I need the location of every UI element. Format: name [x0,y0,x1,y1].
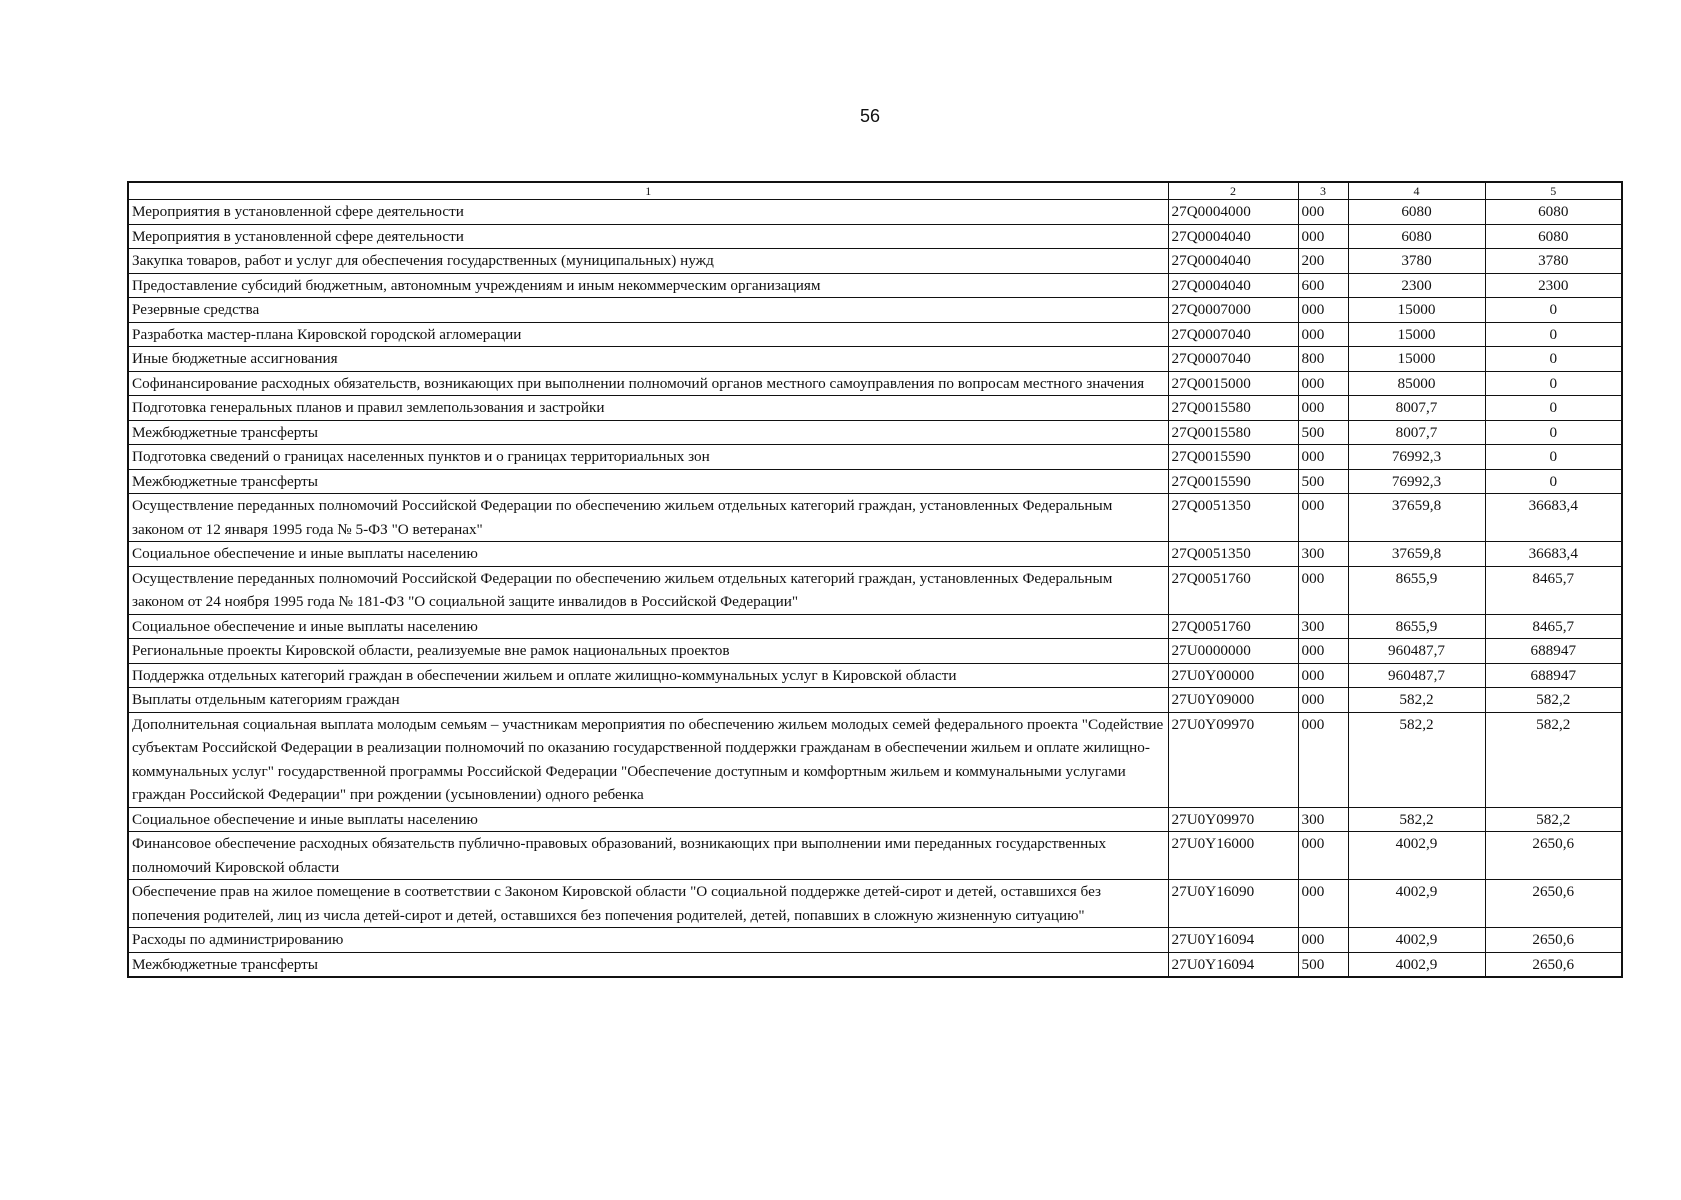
row-name-cell: Закупка товаров, работ и услуг для обеспечения государственных (муниципальных) нужд [128,249,1168,274]
row-name-cell: Социальное обеспечение и иные выплаты населению [128,614,1168,639]
table-row [128,249,1622,274]
row-code-cell: 27U0Y00000 [1168,663,1298,688]
row-name-cell: Обеспечение прав на жилое помещение в соответствии с Законом Кировской области "О социальной поддержке детей-сирот и детей, оставшихся без попечения родителей, лиц из числа детей-сирот и детей, оставшихся без попечения родителей, детей, попавших в сложную жизненную ситуацию" [128,880,1168,928]
row-type-cell: 500 [1298,420,1348,445]
row-code-cell: 27U0000000 [1168,639,1298,664]
row-amount-1-cell: 15000 [1348,322,1485,347]
row-name-cell: Социальное обеспечение и иные выплаты населению [128,542,1168,567]
table-row [128,712,1622,807]
row-amount-2-cell: 688947 [1485,639,1622,664]
table-row [128,639,1622,664]
row-code-cell: 27Q0051350 [1168,494,1298,542]
row-amount-2-cell: 0 [1485,322,1622,347]
row-amount-2-cell: 2300 [1485,273,1622,298]
row-amount-1-cell: 582,2 [1348,688,1485,713]
row-amount-1-cell: 3780 [1348,249,1485,274]
row-amount-2-cell: 2650,6 [1485,832,1622,880]
row-amount-2-cell: 0 [1485,445,1622,470]
row-type-cell: 000 [1298,200,1348,225]
row-type-cell: 500 [1298,952,1348,977]
page-number: 56 [859,106,881,126]
row-code-cell: 27Q0007040 [1168,322,1298,347]
row-name-cell: Межбюджетные трансферты [128,469,1168,494]
table-row [128,224,1622,249]
row-code-cell: 27U0Y16094 [1168,952,1298,977]
row-type-cell: 300 [1298,807,1348,832]
row-type-cell: 000 [1298,928,1348,953]
row-code-cell: 27Q0015580 [1168,396,1298,421]
row-amount-2-cell: 8465,7 [1485,566,1622,614]
row-name-cell: Региональные проекты Кировской области, реализуемые вне рамок национальных проектов [128,639,1168,664]
row-amount-1-cell: 76992,3 [1348,445,1485,470]
row-name-cell: Мероприятия в установленной сфере деятельности [128,200,1168,225]
row-amount-2-cell: 6080 [1485,224,1622,249]
row-code-cell: 27U0Y16094 [1168,928,1298,953]
row-amount-2-cell: 0 [1485,396,1622,421]
row-amount-1-cell: 37659,8 [1348,494,1485,542]
row-type-cell: 500 [1298,469,1348,494]
row-type-cell: 000 [1298,494,1348,542]
row-amount-2-cell: 36683,4 [1485,494,1622,542]
row-type-cell: 000 [1298,639,1348,664]
row-amount-1-cell: 6080 [1348,224,1485,249]
row-code-cell: 27Q0051760 [1168,614,1298,639]
row-amount-2-cell: 2650,6 [1485,880,1622,928]
row-amount-2-cell: 0 [1485,298,1622,323]
row-name-cell: Расходы по администрированию [128,928,1168,953]
row-type-cell: 800 [1298,347,1348,372]
table-row [128,273,1622,298]
row-type-cell: 000 [1298,880,1348,928]
row-name-cell: Мероприятия в установленной сфере деятельности [128,224,1168,249]
row-type-cell: 000 [1298,371,1348,396]
row-name-cell: Подготовка сведений о границах населенных пунктов и о границах территориальных зон [128,445,1168,470]
row-code-cell: 27U0Y09970 [1168,712,1298,807]
table-row [128,952,1622,977]
row-amount-1-cell: 37659,8 [1348,542,1485,567]
table-row [128,542,1622,567]
row-amount-2-cell: 0 [1485,347,1622,372]
row-amount-1-cell: 4002,9 [1348,928,1485,953]
table-row [128,928,1622,953]
row-amount-2-cell: 0 [1485,469,1622,494]
table-row [128,566,1622,614]
table-row [128,614,1622,639]
row-code-cell: 27Q0004040 [1168,273,1298,298]
header-row [128,182,1622,200]
row-name-cell: Осуществление переданных полномочий Российской Федерации по обеспечению жильем отдельных категорий граждан, установленных Федеральным законом от 12 января 1995 года № 5-ФЗ "О ветеранах" [128,494,1168,542]
row-code-cell: 27Q0051760 [1168,566,1298,614]
row-code-cell: 27Q0015000 [1168,371,1298,396]
row-code-cell: 27U0Y16000 [1168,832,1298,880]
row-code-cell: 27Q0007040 [1168,347,1298,372]
table-row [128,807,1622,832]
row-name-cell: Социальное обеспечение и иные выплаты населению [128,807,1168,832]
row-amount-1-cell: 85000 [1348,371,1485,396]
row-amount-1-cell: 6080 [1348,200,1485,225]
row-amount-2-cell: 36683,4 [1485,542,1622,567]
column-header-2: 2 [1168,182,1298,200]
row-code-cell: 27U0Y09000 [1168,688,1298,713]
column-header-3: 3 [1298,182,1348,200]
row-type-cell: 000 [1298,445,1348,470]
row-name-cell: Дополнительная социальная выплата молодым семьям – участникам мероприятия по обеспечению жильем молодых семей федерального проекта "Содействие субъектам Российской Федерации в реализации полномочий по оказанию государственной поддержки гражданам в обеспечении жильем и оплате жилищно-коммунальных услуг" государственной программы Российской Федерации "Обеспечение доступным и комфортным жильем и коммунальными услугами граждан Российской Федерации" при рождении (усыновлении) одного ребенка [128,712,1168,807]
row-name-cell: Поддержка отдельных категорий граждан в обеспечении жильем и оплате жилищно-коммунальных услуг в Кировской области [128,663,1168,688]
row-code-cell: 27Q0004040 [1168,224,1298,249]
row-name-cell: Подготовка генеральных планов и правил землепользования и застройки [128,396,1168,421]
table-row [128,347,1622,372]
row-amount-1-cell: 76992,3 [1348,469,1485,494]
row-amount-2-cell: 2650,6 [1485,952,1622,977]
table-row [128,396,1622,421]
row-code-cell: 27U0Y16090 [1168,880,1298,928]
row-amount-1-cell: 8007,7 [1348,396,1485,421]
row-amount-1-cell: 8655,9 [1348,566,1485,614]
row-code-cell: 27U0Y09970 [1168,807,1298,832]
row-code-cell: 27Q0015590 [1168,469,1298,494]
row-amount-1-cell: 4002,9 [1348,952,1485,977]
row-amount-1-cell: 2300 [1348,273,1485,298]
table-row [128,445,1622,470]
row-name-cell: Софинансирование расходных обязательств, возникающих при выполнении полномочий органов местного самоуправления по вопросам местного значения [128,371,1168,396]
table-row [128,880,1622,928]
row-amount-2-cell: 582,2 [1485,712,1622,807]
row-name-cell: Выплаты отдельным категориям граждан [128,688,1168,713]
row-amount-2-cell: 582,2 [1485,807,1622,832]
column-header-1: 1 [128,182,1168,200]
row-amount-1-cell: 4002,9 [1348,832,1485,880]
table-row [128,494,1622,542]
row-name-cell: Финансовое обеспечение расходных обязательств публично-правовых образований, возникающих при выполнении ими переданных государственных полномочий Кировской области [128,832,1168,880]
row-amount-1-cell: 4002,9 [1348,880,1485,928]
row-code-cell: 27Q0004000 [1168,200,1298,225]
row-code-cell: 27Q0007000 [1168,298,1298,323]
row-amount-2-cell: 688947 [1485,663,1622,688]
row-amount-2-cell: 8465,7 [1485,614,1622,639]
row-type-cell: 000 [1298,224,1348,249]
row-amount-2-cell: 0 [1485,371,1622,396]
row-name-cell: Разработка мастер-плана Кировской городской агломерации [128,322,1168,347]
row-name-cell: Иные бюджетные ассигнования [128,347,1168,372]
row-name-cell: Предоставление субсидий бюджетным, автономным учреждениям и иным некоммерческим организациям [128,273,1168,298]
table-body [128,200,1622,978]
budget-table [127,181,1623,978]
row-amount-1-cell: 960487,7 [1348,663,1485,688]
row-type-cell: 000 [1298,566,1348,614]
column-header-5: 5 [1485,182,1622,200]
row-amount-1-cell: 15000 [1348,298,1485,323]
table-row [128,371,1622,396]
row-name-cell: Межбюджетные трансферты [128,952,1168,977]
row-type-cell: 300 [1298,614,1348,639]
table-row [128,298,1622,323]
table-row [128,663,1622,688]
row-amount-1-cell: 582,2 [1348,712,1485,807]
row-amount-2-cell: 0 [1485,420,1622,445]
table-row [128,200,1622,225]
row-amount-1-cell: 582,2 [1348,807,1485,832]
row-name-cell: Резервные средства [128,298,1168,323]
table-row [128,832,1622,880]
row-type-cell: 000 [1298,688,1348,713]
row-name-cell: Межбюджетные трансферты [128,420,1168,445]
row-amount-2-cell: 3780 [1485,249,1622,274]
row-amount-2-cell: 2650,6 [1485,928,1622,953]
row-type-cell: 000 [1298,663,1348,688]
row-amount-1-cell: 8007,7 [1348,420,1485,445]
row-name-cell: Осуществление переданных полномочий Российской Федерации по обеспечению жильем отдельных категорий граждан, установленных Федеральным законом от 24 ноября 1995 года № 181-ФЗ "О социальной защите инвалидов в Российской Федерации" [128,566,1168,614]
row-amount-2-cell: 6080 [1485,200,1622,225]
row-type-cell: 000 [1298,712,1348,807]
row-type-cell: 000 [1298,396,1348,421]
row-type-cell: 300 [1298,542,1348,567]
table-row [128,420,1622,445]
row-type-cell: 600 [1298,273,1348,298]
row-type-cell: 200 [1298,249,1348,274]
row-type-cell: 000 [1298,322,1348,347]
row-code-cell: 27Q0051350 [1168,542,1298,567]
row-type-cell: 000 [1298,298,1348,323]
table-row [128,322,1622,347]
row-code-cell: 27Q0015580 [1168,420,1298,445]
row-amount-1-cell: 8655,9 [1348,614,1485,639]
row-code-cell: 27Q0015590 [1168,445,1298,470]
row-type-cell: 000 [1298,832,1348,880]
table-row [128,469,1622,494]
row-amount-1-cell: 15000 [1348,347,1485,372]
table-row [128,688,1622,713]
row-code-cell: 27Q0004040 [1168,249,1298,274]
column-header-4: 4 [1348,182,1485,200]
row-amount-1-cell: 960487,7 [1348,639,1485,664]
row-amount-2-cell: 582,2 [1485,688,1622,713]
